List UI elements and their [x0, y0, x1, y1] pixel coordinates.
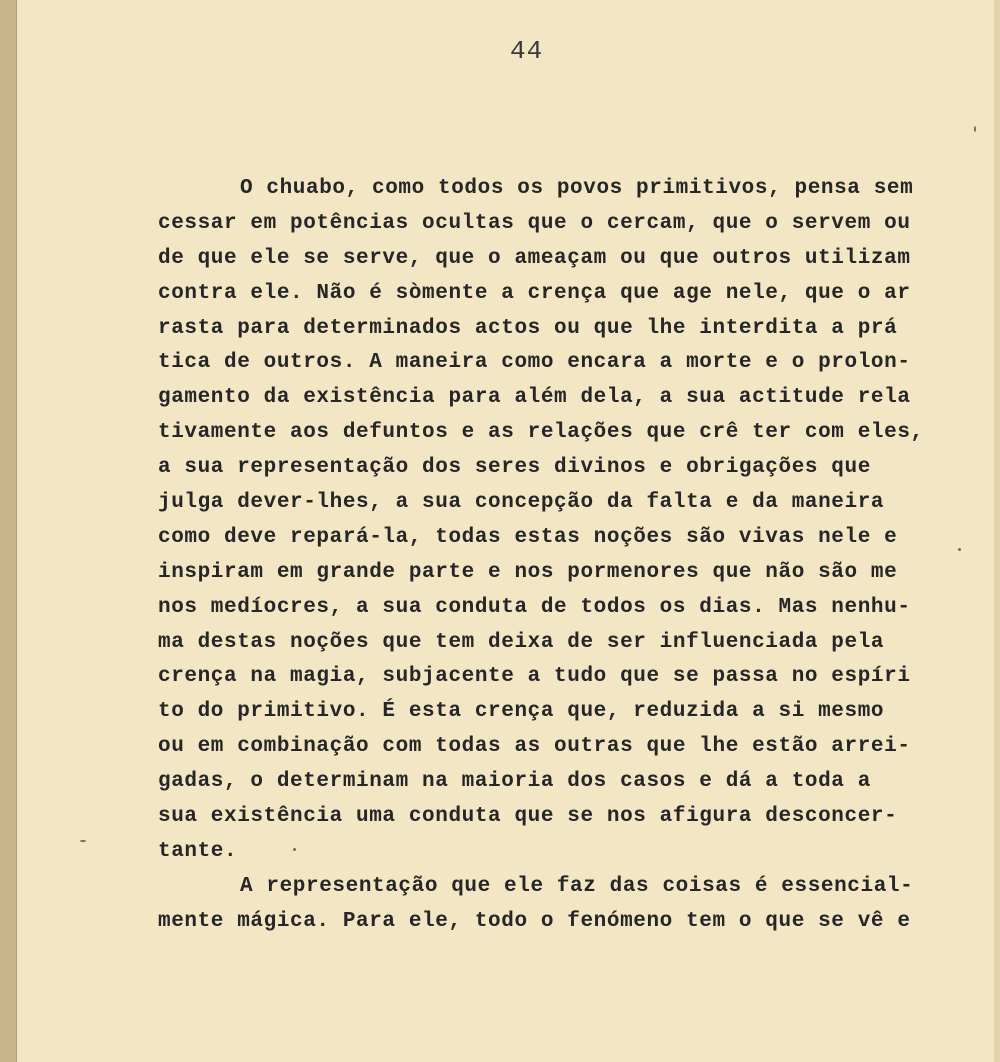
text-line: tivamente aos defuntos e as relações que crê ter com eles, — [158, 421, 924, 445]
text-line: julga dever-lhes, a sua concepção da falta e da maneira — [158, 491, 885, 515]
text-line: rasta para determinados actos ou que lhe interdita a prá — [158, 316, 898, 340]
body-text — [158, 172, 978, 940]
text-line: ou em combinação com todas as outras que lhe estão arrei- — [158, 735, 911, 759]
text-line: tica de outros. A maneira como encara a morte e o prolon- — [158, 351, 911, 375]
paper-speck — [974, 126, 976, 132]
text-line: como deve repará-la, todas estas noções são vivas nele e — [158, 525, 898, 549]
text-line: ma destas noções que tem deixa de ser influenciada pela — [158, 630, 885, 654]
text-line: sua existência uma conduta que se nos afigura desconcer- — [158, 805, 898, 829]
binding-shadow — [0, 0, 17, 1062]
text-line: O chuabo, como todos os povos primitivos, pensa sem — [240, 177, 914, 200]
paper-speck — [293, 848, 296, 851]
page-number: 44 — [510, 36, 544, 66]
paper-speck — [958, 548, 961, 551]
text-line: contra ele. Não é sòmente a crença que age nele, que o ar — [158, 281, 911, 305]
paper-speck — [80, 840, 86, 842]
text-line: mente mágica. Para ele, todo o fenómeno tem o que se vê e — [158, 909, 911, 933]
text-line: a sua representação dos seres divinos e obrigações que — [158, 456, 871, 480]
text-line: gadas, o determinam na maioria dos casos e dá a toda a — [158, 770, 871, 794]
text-line: inspiram em grande parte e nos pormenores que não são me — [158, 560, 898, 584]
text-line: crença na magia, subjacente a tudo que se passa no espíri — [158, 665, 911, 689]
text-line: gamento da existência para além dela, a sua actitude rela — [158, 386, 911, 410]
text-line: to do primitivo. É esta crença que, reduzida a si mesmo — [158, 700, 885, 724]
text-line: A representação que ele faz das coisas é essencial- — [240, 874, 914, 898]
page-edge — [994, 0, 1000, 1062]
text-line: tante. — [158, 839, 238, 863]
text-line: cessar em potências ocultas que o cercam, que o servem ou — [158, 211, 911, 235]
text-line: de que ele se serve, que o ameaçam ou que outros utilizam — [158, 246, 911, 270]
text-line: nos medíocres, a sua conduta de todos os dias. Mas nenhu- — [158, 595, 911, 619]
